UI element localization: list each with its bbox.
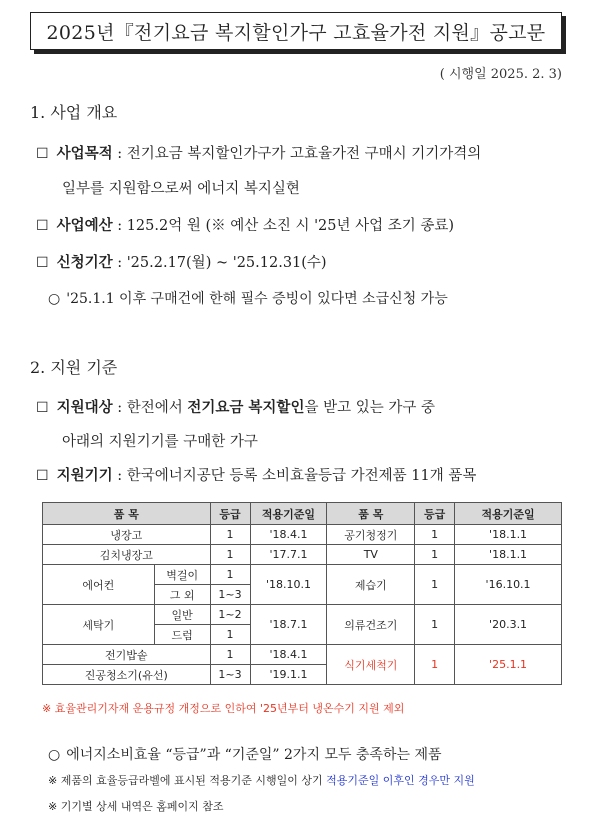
target-text-b: 을 받고 있는 가구 중	[304, 400, 435, 416]
cell: 드럼	[154, 625, 210, 645]
target-bold: 전기요금 복지할인	[187, 400, 305, 416]
purpose-line	[36, 142, 481, 163]
table-row	[43, 525, 562, 545]
target-label: 지원대상	[56, 400, 113, 416]
cell: 제습기	[327, 565, 415, 605]
header-grade-2: 등급	[415, 503, 455, 525]
red-note: ※ 효율관리기자재 운용규정 개정으로 인하여 '25년부터 냉온수기 지원 제외	[42, 702, 405, 715]
cell: 에어컨	[43, 565, 155, 605]
cell: 의류건조기	[327, 605, 415, 645]
bottom-note-1	[48, 772, 475, 788]
target-text-a: : 한전에서	[112, 400, 188, 416]
cell: TV	[327, 545, 415, 565]
cell: '18.1.1	[455, 525, 562, 545]
section1-heading: 1. 사업 개요	[30, 103, 118, 122]
budget-label: 사업예산	[56, 218, 113, 234]
cell: '18.4.1	[250, 645, 327, 665]
header-item: 품 목	[43, 503, 211, 525]
period-note-line	[48, 288, 448, 308]
cell: 1	[415, 645, 455, 685]
cell: 세탁기	[43, 605, 155, 645]
note1-blue-text: 적용기준일 이후인 경우만 지원	[326, 774, 475, 787]
checkbox-square-icon: ☐	[36, 468, 49, 484]
cell: 1~3	[210, 665, 250, 685]
table-row	[43, 545, 562, 565]
table-row	[43, 565, 562, 585]
cell: '19.1.1	[250, 665, 327, 685]
cell: 1	[415, 565, 455, 605]
cell: '18.4.1	[250, 525, 327, 545]
cell: 1	[415, 525, 455, 545]
table-row	[43, 605, 562, 625]
cell: 진공청소기(유선)	[43, 665, 211, 685]
table-header-row	[43, 503, 562, 525]
table-row	[43, 645, 562, 665]
checkbox-square-icon: ☐	[36, 400, 49, 416]
cell: 전기밥솥	[43, 645, 211, 665]
cell: 식기세척기	[327, 645, 415, 685]
purpose-label: 사업목적	[56, 146, 113, 162]
header-date-2: 적용기준일	[455, 503, 562, 525]
cell: 그 외	[154, 585, 210, 605]
period-note: '25.1.1 이후 구매건에 한해 필수 증빙이 있다면 소급신청 가능	[66, 291, 448, 307]
cell: 1	[210, 545, 250, 565]
cell: '16.10.1	[455, 565, 562, 605]
budget-text: : 125.2억 원 (※ 예산 소진 시 '25년 사업 조기 종료)	[112, 218, 455, 234]
cell: 1	[210, 645, 250, 665]
cell: '18.10.1	[250, 565, 327, 605]
header-date: 적용기준일	[250, 503, 327, 525]
cell: '20.3.1	[455, 605, 562, 645]
cell: 일반	[154, 605, 210, 625]
bottom-main: 에너지소비효율 “등급”과 “기준일” 2가지 모두 충족하는 제품	[66, 747, 442, 763]
device-line	[36, 464, 476, 485]
cell: 벽걸이	[154, 565, 210, 585]
circle-bullet-icon: ○	[48, 291, 61, 307]
purpose-text-2: 일부를 지원함으로써 에너지 복지실현	[62, 181, 300, 197]
target-text-2: 아래의 지원기기를 구매한 가구	[62, 434, 258, 450]
cell: 1	[210, 625, 250, 645]
checkbox-square-icon: ☐	[36, 146, 49, 162]
purpose-text: : 전기요금 복지할인가구가 고효율가전 구매시 기기가격의	[112, 146, 482, 162]
section2-heading: 2. 지원 기준	[30, 358, 118, 377]
cell: 김치냉장고	[43, 545, 211, 565]
cell: '25.1.1	[455, 645, 562, 685]
cell: 1	[415, 545, 455, 565]
cell: '17.7.1	[250, 545, 327, 565]
header-item-2: 품 목	[327, 503, 415, 525]
period-label: 신청기간	[56, 255, 113, 271]
target-line	[36, 396, 435, 417]
bottom-note-2: ※ 기기별 상세 내역은 홈페이지 참조	[48, 800, 224, 813]
header-grade: 등급	[210, 503, 250, 525]
cell: 냉장고	[43, 525, 211, 545]
device-label: 지원기기	[56, 468, 113, 484]
period-text: : '25.2.17(월) ~ '25.12.31(수)	[112, 255, 327, 271]
cell: 1~3	[210, 585, 250, 605]
circle-bullet-icon: ○	[48, 747, 61, 763]
effective-date: ( 시행일 2025. 2. 3)	[439, 67, 562, 82]
cell: 1~2	[210, 605, 250, 625]
cell: '18.1.1	[455, 545, 562, 565]
checkbox-square-icon: ☐	[36, 255, 49, 271]
period-line	[36, 251, 327, 272]
cell: '18.7.1	[250, 605, 327, 645]
page-title: 2025년『전기요금 복지할인가구 고효율가전 지원』공고문	[30, 12, 562, 50]
device-text: : 한국에너지공단 등록 소비효율등급 가전제품 11개 품목	[112, 468, 477, 484]
cell: 공기청정기	[327, 525, 415, 545]
bottom-main-line	[48, 744, 442, 764]
device-table	[42, 502, 562, 685]
budget-line	[36, 214, 454, 235]
note1-text: ※ 제품의 효율등급라벨에 표시된 적용기준 시행일이 상기	[48, 774, 327, 787]
cell: 1	[415, 605, 455, 645]
checkbox-square-icon: ☐	[36, 218, 49, 234]
cell: 1	[210, 565, 250, 585]
cell: 1	[210, 525, 250, 545]
